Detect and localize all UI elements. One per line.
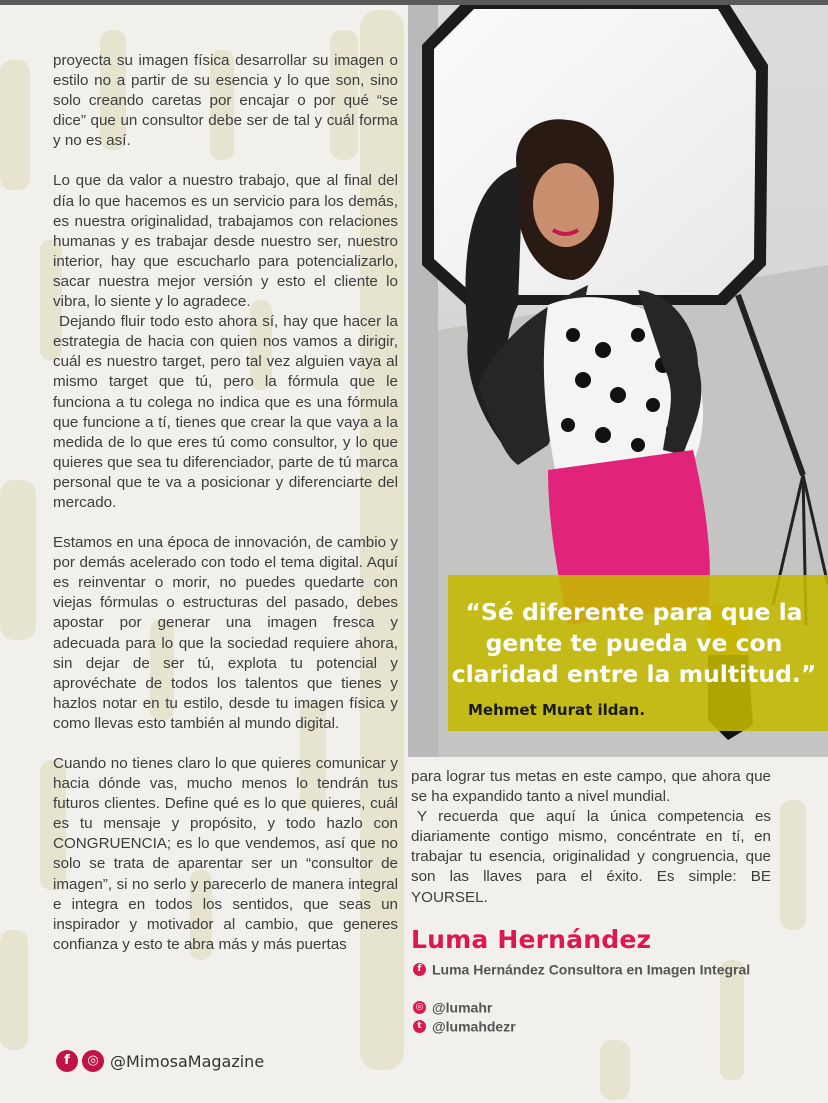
instagram-icon: ◎ — [413, 1001, 426, 1014]
author-facebook[interactable] — [413, 959, 750, 978]
footer-social — [56, 1050, 264, 1072]
quote-author: Mehmet Murat ildan. — [468, 701, 646, 719]
instagram-icon[interactable]: ◎ — [82, 1050, 104, 1072]
paragraph: proyecta su imagen física desarrollar su imagen o estilo no a partir de su esencia y lo que son, sino solo creando caretas por encajar o por qué “se dice” que un consultor debe ser de tal y cuál forma y no es así. — [53, 52, 398, 150]
author-twitter[interactable] — [413, 1016, 516, 1035]
facebook-link[interactable]: Luma Hernández Consultora en Imagen Integral — [432, 961, 751, 978]
twitter-icon: t — [413, 1020, 426, 1033]
paragraph: Estamos en una época de innovación, de cambio y por demás acelerado con todo el tema digital. Aquí es reinventar o morir, no puedes quedarte con viejas fórmulas o estructuras del pasado, debes apostar por generar una imagen fresca y adecuada para lo que la sociedad requiere ahora, sin dejar de ser tú, explota tu potencial y aprovéchate de todos los talentos que tienes y hazlos notar en tu estilo, desde tu imagen física y como llevas esto también al mundo digital. — [53, 534, 398, 732]
pull-quote — [448, 575, 828, 731]
paragraph: Y recuerda que aquí la única competencia es diariamente contigo mismo, concéntrate en tí, en trabajar tu esencia, originalidad y congruencia, que son las llaves para el éxito. Es simple: BE YOURSEL. — [411, 808, 771, 906]
quote-text: “Sé diferente para que la gente te pueda ve con claridad entre la multitud.” — [451, 598, 817, 688]
footer-handle[interactable]: @MimosaMagazine — [110, 1051, 265, 1071]
article-right-column — [411, 767, 771, 908]
twitter-link[interactable]: @lumahdezr — [432, 1018, 516, 1035]
paragraph: Lo que da valor a nuestro trabajo, que al final del día lo que hacemos es un servicio para los demás, es nuestra originalidad, trabajamos con relaciones humanas y es trabajar desde nuestro ser, nuestro interior, hay que escucharlo para potencializarlo, sacar nuestra mejor versión y esto el cliente lo vibra, lo siente y lo agradece. — [53, 172, 398, 311]
author-instagram[interactable] — [413, 997, 492, 1016]
article-left-column — [53, 51, 398, 955]
instagram-link[interactable]: @lumahr — [432, 999, 493, 1016]
paragraph: Dejando fluir todo esto ahora sí, hay que hacer la estrategia de hacia con quien nos vamos a dirigir, cuál es nuestro target, pero tal vez alguien vaya al mismo target que tú, pero la fórmula que le funciona a tu colega no indica que es una fórmula que funcione a tí, tienes que crear la que vaya a la medida de lo que eres tú como consultor, y lo que quieres que sea tu diferenciador, parte de tú marca personal que te va a posicionar y diferenciarte del mercado. — [53, 313, 398, 511]
facebook-icon[interactable]: f — [56, 1050, 78, 1072]
paragraph: Cuando no tienes claro lo que quieres comunicar y hacia dónde vas, mucho menos lo tendrán tus futuros clientes. Define qué es lo que quieres, cuál es tu mensaje y propósito, y todo hazlo con CONGRUENCIA; es lo que vendemos, así que no solo se trata de aparentar ser un “consultor de imagen”, si no serlo y parecerlo de manera integral e integra en todos los sentidos, que seas un inspirador y motivador al cambio, que generes confianza y esto te abra más y más puertas — [53, 755, 398, 953]
author-name: Luma Hernández — [411, 925, 652, 954]
paragraph: para lograr tus metas en este campo, que ahora que se ha expandido tanto a nivel mundial. — [411, 768, 771, 806]
facebook-icon: f — [413, 963, 426, 976]
